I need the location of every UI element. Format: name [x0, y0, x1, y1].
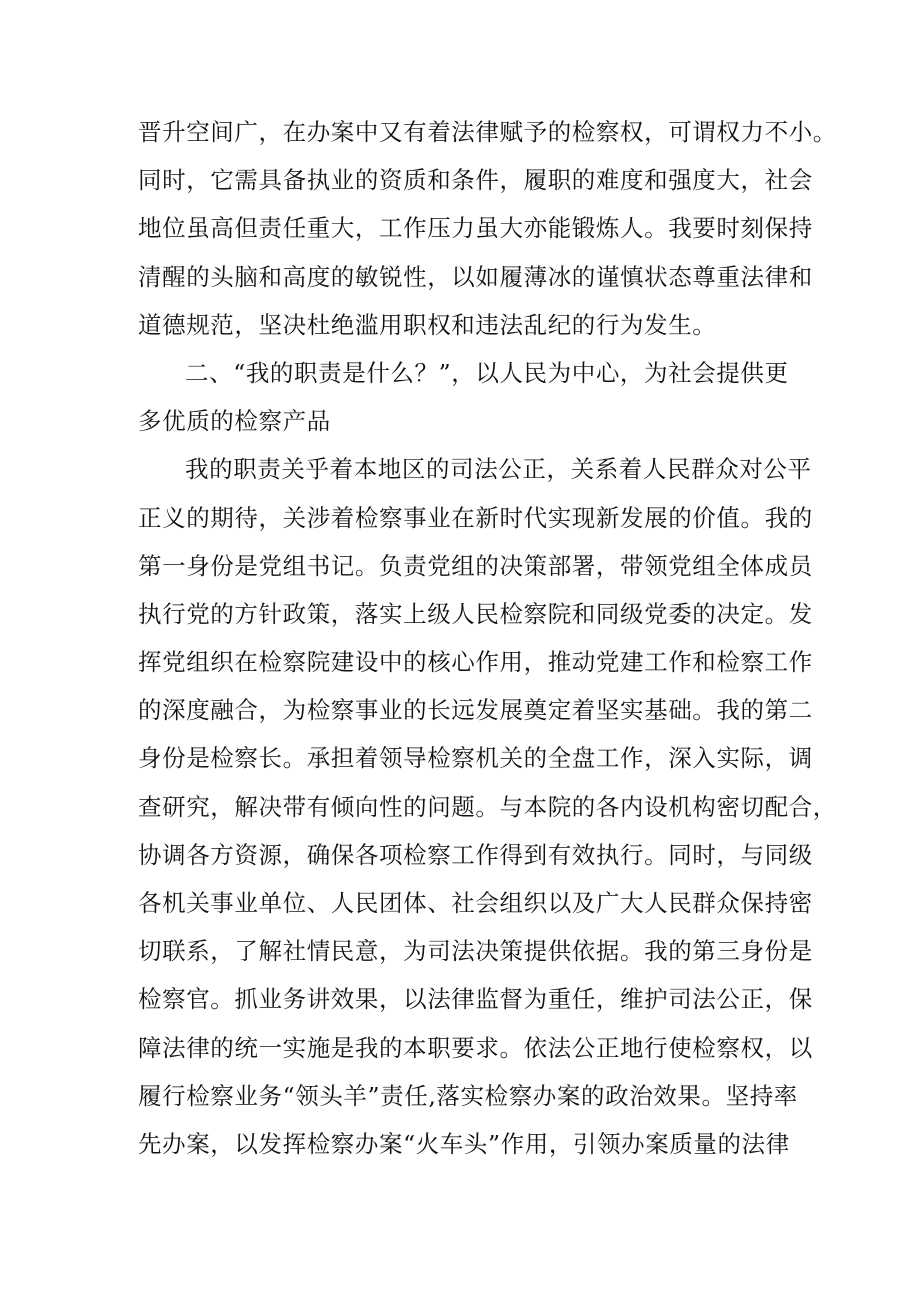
text-line: 各机关事业单位、人民团体、社会组织以及广大人民群众保持密 [138, 889, 813, 917]
text-line: 先办案，以发挥检察办案“火车头”作用，引领办案质量的法律 [138, 1129, 790, 1158]
text-line: 地位虽高但责任重大，工作压力虽大亦能锻炼人。我要时刻保持 [138, 214, 813, 243]
text-line: 障法律的统一实施是我的本职要求。依法公正地行使检察权，以 [138, 1033, 813, 1062]
text-line: 道德规范，坚决杜绝滥用职权和违法乱纪的行为发生。 [138, 310, 717, 339]
text-line: 执行党的方针政策，落实上级人民检察院和同级党委的决定。发 [138, 599, 813, 628]
text-line: 身份是检察长。承担着领导检察机关的全盘工作，深入实际，调 [138, 744, 813, 773]
document-body [138, 108, 837, 1168]
section-heading-line: 多优质的检察产品 [138, 407, 331, 436]
text-line: 的深度融合，为检察事业的长远发展奠定着坚实基础。我的第二 [138, 696, 813, 725]
text-line: 晋升空间广，在办案中又有着法律赋予的检察权，可谓权力不小。 [138, 118, 837, 146]
text-line: 切联系，了解社情民意，为司法决策提供依据。我的第三身份是 [138, 937, 813, 966]
text-line: 履行检察业务“领头羊”责任,落实检察办案的政治效果。坚持率 [138, 1081, 798, 1110]
section-heading-line: 二、“我的职责是什么？”，以人民为中心，为社会提供更 [185, 358, 789, 387]
text-line: 协调各方资源，确保各项检察工作得到有效执行。同时，与同级 [138, 840, 813, 869]
text-line: 挥党组织在检察院建设中的核心作用，推动党建工作和检察工作 [138, 648, 813, 677]
text-line: 正义的期待，关涉着检察事业在新时代实现新发展的价值。我的 [138, 503, 813, 532]
text-line: 清醒的头脑和高度的敏锐性，以如履薄冰的谨慎状态尊重法律和 [138, 262, 813, 291]
text-line: 查研究，解决带有倾向性的问题。与本院的各内设机构密切配合， [138, 792, 837, 821]
text-line: 我的职责关乎着本地区的司法公正，关系着人民群众对公平 [185, 455, 812, 484]
text-line: 同时，它需具备执业的资质和条件，履职的难度和强度大，社会 [138, 166, 813, 195]
text-line: 检察官。抓业务讲效果，以法律监督为重任，维护司法公正，保 [138, 985, 813, 1014]
text-line: 第一身份是党组书记。负责党组的决策部署，带领党组全体成员 [138, 551, 813, 580]
